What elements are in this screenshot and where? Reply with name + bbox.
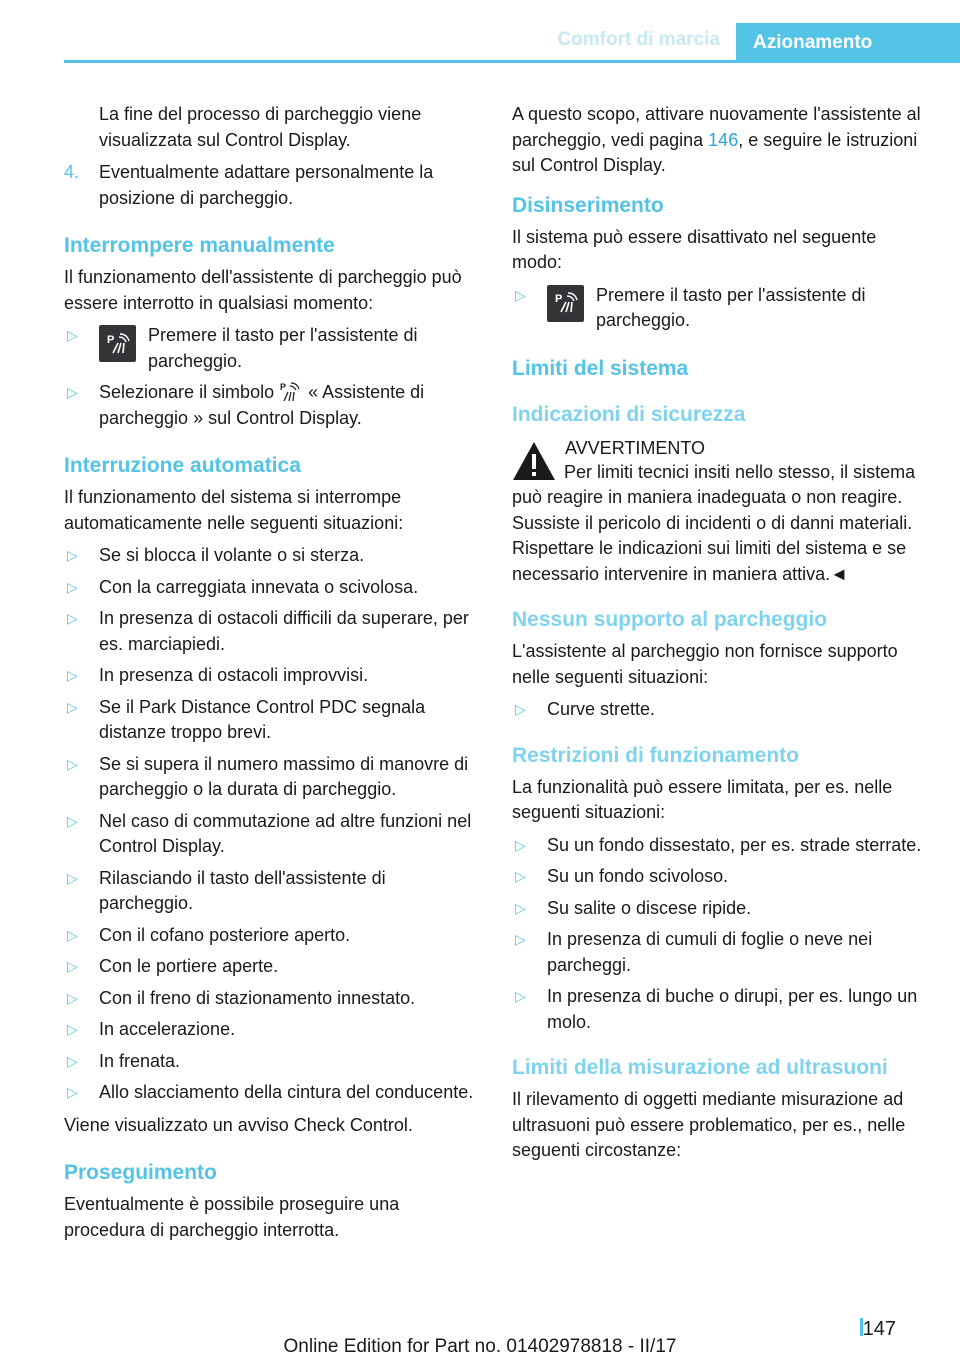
list-item-text: Allo slacciamento della cintura del conducente. xyxy=(99,1082,474,1102)
list-item xyxy=(64,1080,478,1106)
list-item-text: Se si blocca il volante o si sterza. xyxy=(99,545,365,565)
right-intro xyxy=(512,102,928,179)
nosupport-list xyxy=(512,697,928,723)
list-item-text: In presenza di cumuli di foglie o neve nei parcheggi. xyxy=(547,929,873,975)
restrict-text: La funzionalità può essere limitata, per es. nelle seguenti situazioni: xyxy=(512,776,893,822)
off-text: Il sistema può essere disattivato nel seguente modo: xyxy=(512,226,877,272)
footer-text: Online Edition for Part no. 01402978818 - II/17 xyxy=(283,1336,677,1357)
warning-triangle-icon xyxy=(512,440,556,482)
tab-azionamento: Azionamento xyxy=(736,23,960,63)
auto-text: Il funzionamento del sistema si interrompe automaticamente nelle seguenti situazioni: xyxy=(64,487,404,533)
list-item-text: Curve strette. xyxy=(547,699,656,719)
bullet-icon: ▷ xyxy=(67,384,78,400)
warning-title: AVVERTIMENTO xyxy=(565,437,706,458)
list-item-text: Su salite o discese ripide. xyxy=(547,897,752,918)
continue-text: Eventualmente è possibile proseguire una procedura di parcheggio interrotta. xyxy=(64,1194,400,1240)
list-item xyxy=(64,954,478,980)
list-item xyxy=(64,866,478,917)
warning-text: Per limiti tecnici insiti nello stesso, il sistema può reagire in maniera inadeguata o non reagire. Sussiste il pericolo di incidenti o di danni materiali. Rispettare le indicazioni sui limiti del sistema e se necessario intervenire in maniera attiva.◄ xyxy=(512,461,916,584)
step-number: 4. xyxy=(64,162,80,182)
bullet-icon: ▷ xyxy=(67,667,78,683)
bullet-icon: ▷ xyxy=(67,755,78,772)
heading-limits: Limiti del sistema xyxy=(512,356,689,380)
list-item xyxy=(64,323,478,374)
list-item xyxy=(64,663,478,689)
bullet-icon: ▷ xyxy=(67,958,78,974)
list-item xyxy=(64,923,478,949)
bullet-icon: ▷ xyxy=(67,926,78,943)
bullet-icon: ▷ xyxy=(515,868,526,884)
list-item xyxy=(64,986,478,1012)
bullet-icon: ▷ xyxy=(67,547,78,563)
list-item-text: In presenza di buche o dirupi, per es. lungo un molo. xyxy=(547,986,918,1032)
left-column xyxy=(64,102,478,1250)
step-list xyxy=(64,160,478,211)
auto-list xyxy=(64,543,478,1106)
heading-safety: Indicazioni di sicurezza xyxy=(512,402,746,426)
manual-text: Il funzionamento dell'assistente di parcheggio può essere interrotto in qualsiasi momento: xyxy=(64,267,462,313)
bullet-icon: ▷ xyxy=(67,610,78,626)
list-item-text: In accelerazione. xyxy=(99,1019,236,1039)
list-item xyxy=(512,896,928,922)
list-item xyxy=(512,864,928,890)
bullet-icon: ▷ xyxy=(515,286,526,303)
off-list xyxy=(512,283,928,334)
page-number: 147 xyxy=(862,1318,896,1340)
right-column xyxy=(512,102,928,1171)
list-item xyxy=(64,543,478,569)
bullet-icon: ▷ xyxy=(67,1084,78,1100)
bullet-icon: ▷ xyxy=(67,989,78,1006)
step-item xyxy=(64,160,478,211)
list-item-text: Su un fondo dissestato, per es. strade sterrate. xyxy=(547,834,922,855)
bullet-icon: ▷ xyxy=(67,1052,78,1069)
restrict-list xyxy=(512,833,928,1036)
list-item xyxy=(64,809,478,860)
list-item-text: In presenza di ostacoli improvvisi. xyxy=(99,665,369,685)
section-label: Comfort di marcia xyxy=(557,29,720,50)
list-item xyxy=(64,1017,478,1043)
intro-text-b: , e seguire le istruzioni sul Control Display. xyxy=(512,129,918,175)
heading-nosupport: Nessun supporto al parcheggio xyxy=(512,608,828,631)
nosupport-text: L'assistente al parcheggio non fornisce supporto nelle seguenti situazioni: xyxy=(512,641,898,687)
list-item-text: Premere il tasto per l'assistente di parcheggio. xyxy=(596,284,866,330)
list-item xyxy=(64,575,478,601)
park-assist-button-icon xyxy=(99,325,136,362)
check-control-text: Viene visualizzato un avviso Check Control. xyxy=(64,1114,413,1135)
heading-ultra: Limiti della misurazione ad ultrasuoni xyxy=(512,1056,888,1079)
svg-text:P: P xyxy=(554,293,562,305)
bullet-icon: ▷ xyxy=(515,701,526,717)
list-item xyxy=(64,1049,478,1075)
bullet-icon: ▷ xyxy=(67,327,78,343)
heading-restrict: Restrizioni di funzionamento xyxy=(512,743,799,767)
list-item xyxy=(64,380,478,431)
heading-continue: Proseguimento xyxy=(64,1161,217,1184)
list-item-text: Con il cofano posteriore aperto. xyxy=(99,924,351,945)
list-item-text: Selezionare il simbolo xyxy=(99,382,275,402)
list-item xyxy=(64,695,478,746)
list-item-text: Rilasciando il tasto dell'assistente di parcheggio. xyxy=(99,867,386,913)
list-item-text: Con le portiere aperte. xyxy=(99,956,279,976)
list-item-text: Se si supera il numero massimo di manovre di parcheggio o la durata di parcheggio. xyxy=(99,753,469,799)
bullet-icon: ▷ xyxy=(67,578,78,595)
list-item xyxy=(512,927,928,978)
ultra-text: Il rilevamento di oggetti mediante misurazione ad ultrasuoni può essere problematico, per es., nelle seguenti circostanze: xyxy=(512,1089,906,1160)
park-assist-symbol-icon xyxy=(280,381,300,403)
bullet-icon: ▷ xyxy=(67,698,78,715)
list-item-text: Nel caso di commutazione ad altre funzioni nel Control Display. xyxy=(99,810,472,856)
intro-text-a: A questo scopo, attivare nuovamente l'assistente al parcheggio, vedi pagina xyxy=(512,104,921,150)
heading-manual: Interrompere manualmente xyxy=(64,234,335,257)
svg-text:P: P xyxy=(280,382,287,392)
heading-auto: Interruzione automatica xyxy=(64,454,301,477)
page-link[interactable]: 146 xyxy=(708,129,739,150)
header-rule xyxy=(64,60,960,63)
heading-off: Disinserimento xyxy=(512,193,664,217)
bullet-icon: ▷ xyxy=(515,836,526,853)
intro-text: La fine del processo di parcheggio viene visualizzata sul Control Display. xyxy=(99,104,422,150)
list-item-text: In frenata. xyxy=(99,1050,181,1071)
list-item xyxy=(512,984,928,1035)
bullet-icon: ▷ xyxy=(515,931,526,947)
list-item-text: Con il freno di stazionamento innestato. xyxy=(99,987,416,1008)
page-header xyxy=(64,23,960,63)
list-item-text: Premere il tasto per l'assistente di parcheggio. xyxy=(148,325,418,371)
list-item-text: Se il Park Distance Control PDC segnala distanze troppo brevi. xyxy=(99,696,426,742)
list-item xyxy=(512,283,928,334)
bullet-icon: ▷ xyxy=(515,988,526,1004)
bullet-icon: ▷ xyxy=(67,869,78,886)
list-item xyxy=(64,752,478,803)
bullet-icon: ▷ xyxy=(515,899,526,916)
list-item-text: Con la carreggiata innevata o scivolosa. xyxy=(99,576,419,597)
list-item xyxy=(512,697,928,723)
bullet-icon: ▷ xyxy=(67,1021,78,1037)
park-assist-button-icon xyxy=(547,285,584,322)
list-item-text: Su un fondo scivoloso. xyxy=(547,866,729,886)
list-item-text: In presenza di ostacoli difficili da superare, per es. marciapiedi. xyxy=(99,608,469,654)
list-item xyxy=(512,833,928,859)
list-item xyxy=(64,606,478,657)
list-item-text-b: « Assistente di parcheggio » sul Control Display. xyxy=(99,382,425,428)
step-text: Eventualmente adattare personalmente la posizione di parcheggio. xyxy=(99,162,434,208)
manual-list xyxy=(64,323,478,431)
svg-text:P: P xyxy=(106,333,114,346)
bullet-icon: ▷ xyxy=(67,812,78,829)
